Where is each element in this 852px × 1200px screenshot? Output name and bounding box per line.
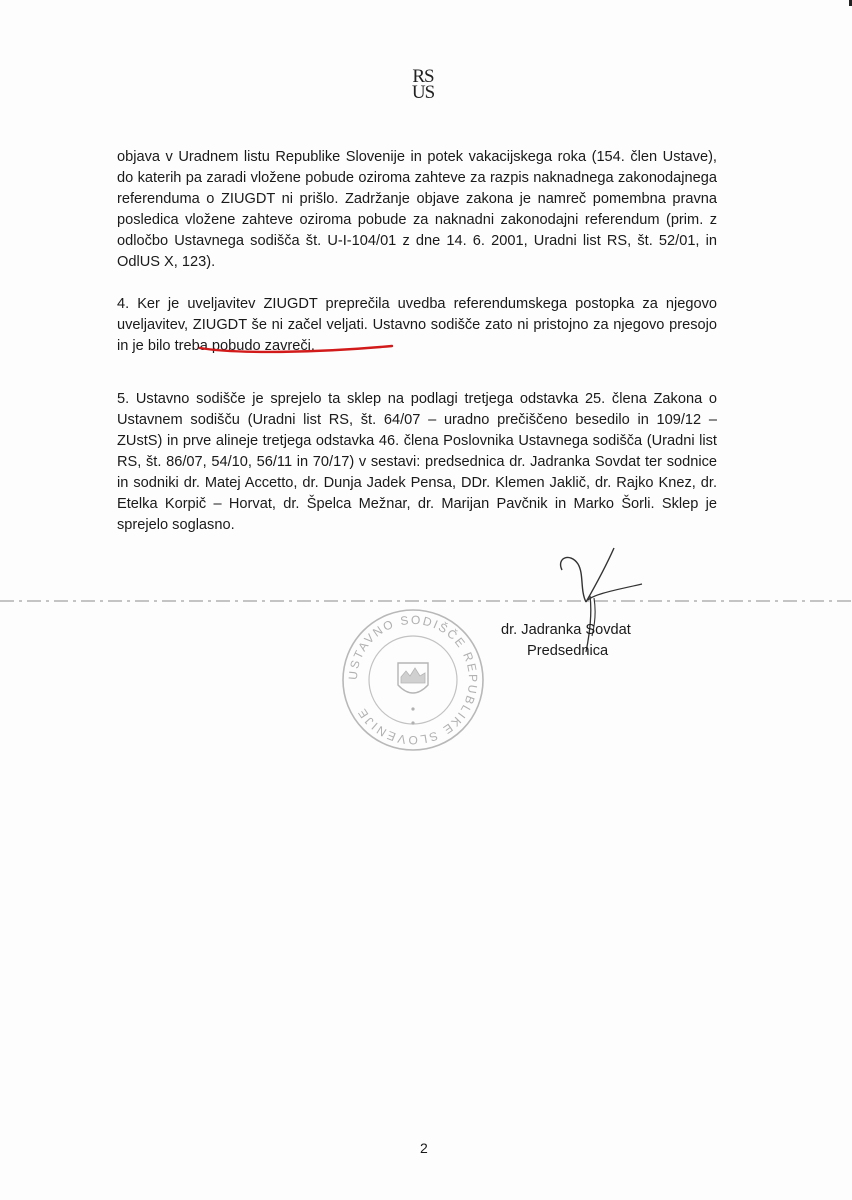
court-logo <box>405 68 441 108</box>
page-number: 2 <box>420 1140 428 1156</box>
signatory-block <box>501 620 631 662</box>
svg-text:USTAVNO SODIŠČE REPUBLIKE SLOV: USTAVNO SODIŠČE REPUBLIKE SLOVENIJE <box>345 612 481 748</box>
logo-line-1: RS <box>412 66 434 87</box>
paragraph-4: 4. Ker je uveljavitev ZIUGDT preprečila uvedba referendumskega postopka za njegovo uveljavitev, ZIUGDT še ni začel veljati. Ustavno sodišče zato ni pristojno za njegovo presojo in je bilo treba pobudo zavreči. <box>117 296 717 354</box>
logo-line-2: US <box>411 82 435 103</box>
signatory-role: Predsednica <box>527 643 609 659</box>
paragraph-5: 5. Ustavno sodišče je sprejelo ta sklep na podlagi tretjega odstavka 25. člena Zakona o Ustavnem sodišču (Uradni list RS, št. 64/07 – uradno prečiščeno besedilo in 109/12 – ZUstS) in prve alineje tretjega odstavka 46. člena Poslovnika Ustavnega sodišča (Uradni list RS, št. 86/07, 54/10, 56/11 in 70/17) v sestavi: predsednica dr. Jadranka Sovdat ter sodnice in sodniki dr. Matej Accetto, dr. Dunja Jadek Pensa, DDr. Klemen Jaklič, dr. Rajko Knez, dr. Etelka Korpič – Horvat, dr. Špelca Mežnar, dr. Marijan Pavčnik in Marko Šorli. Sklep je sprejelo soglasno. <box>117 391 717 533</box>
court-seal-stamp <box>338 605 488 755</box>
paragraph-continuation: objava v Uradnem listu Republike Slovenije in potek vakacijskega roka (154. člen Ustave), do katerih pa zaradi vložene pobude oziroma zahteve za razpis naknadnega zakonodajnega referenduma o ZIUGDT ni prišlo. Zadržanje objave zakona je namreč pomembna pravna posledica vložene zahteve oziroma pobude za naknadni zakonodajni referendum (prim. z odločbo Ustavnega sodišča št. U-I-104/01 z dne 14. 6. 2001, Uradni list RS, št. 52/01, in OdlUS X, 123). <box>117 149 717 270</box>
signatory-name: dr. Jadranka Sovdat <box>501 622 631 638</box>
